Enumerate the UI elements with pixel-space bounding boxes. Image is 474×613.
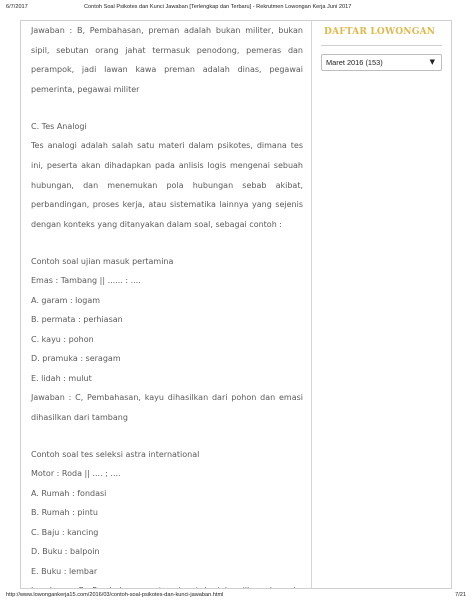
example1-answer: Jawaban : C, Pembahasan, kayu dihasilkan dari pohon dan emasi dihasilkan dari tambang: [31, 393, 303, 423]
archive-select-value: Maret 2016 (153): [326, 58, 383, 67]
print-page-title: Contoh Soal Psikotes dan Kunci Jawaban [Terlengkap dan Terbaru] - Rekrutmen Lowongan Kerja Juni 2017: [84, 4, 352, 10]
print-url[interactable]: http://www.lowongankerja15.com/2016/03/contoh-soal-psikotes-dan-kunci-jawaban.html: [6, 592, 224, 598]
example1-option: D. pramuka : seragam: [31, 354, 121, 364]
sidebar-divider: [321, 45, 442, 46]
example1-option: C. kayu : pohon: [31, 334, 94, 344]
sidebar: [311, 21, 451, 588]
print-footer: [6, 592, 466, 602]
sidebar-heading: DAFTAR LOWONGAN: [324, 27, 436, 37]
print-header: [6, 4, 466, 14]
example1-question: Emas : Tambang || ...... : ....: [31, 276, 141, 286]
example2-option: D. Buku : balpoin: [31, 547, 100, 557]
article-body: [21, 21, 311, 588]
archive-select[interactable]: [321, 54, 442, 71]
section-c-title: C. Tes Analogi: [31, 121, 87, 131]
page-frame: [20, 20, 452, 589]
chevron-down-icon: ▼: [429, 58, 435, 66]
example1-title: Contoh soal ujian masuk pertamina: [31, 256, 174, 266]
example2-option: B. Rumah : pintu: [31, 508, 98, 518]
example2-option: C. Baju : kancing: [31, 527, 99, 537]
page-number: 7/21: [455, 592, 466, 598]
example2-question: Motor : Roda || .... ; ....: [31, 469, 121, 479]
example2-option: E. Buku : lembar: [31, 566, 98, 576]
print-date: 6/7/2017: [6, 4, 28, 10]
example1-option: E. lidah : mulut: [31, 373, 92, 383]
example2-title: Contoh soal tes seleksi astra international: [31, 449, 200, 459]
example2-option: A. Rumah : fondasi: [31, 488, 107, 498]
example1-option: A. garam : logam: [31, 295, 101, 305]
example2-answer: [31, 581, 311, 588]
section-c-description: Tes analogi adalah salah satu materi dalam psikotes, dimana tes ini, peserta akan dihadapkan pada anlisis logis mengenai sebuah hubungan, dan menemukan pola hubungan sebab akibat, perbandingan, proses kerja, atau sistematika lainnya yang sejenis dengan konteks yang ditanyakan dalam soal, sebagai contoh :: [31, 141, 303, 230]
answer-paragraph-prev: Jawaban : B, Pembahasan, preman adalah bukan militer, bukan sipil, sebutan orang jahat termasuk penodong, pemeras dan perampok, jadi lawan kawa preman adalah dinas, pegawai pemerinta, pegawai militer: [31, 26, 303, 95]
example1-option: B. permata : perhiasan: [31, 315, 123, 325]
